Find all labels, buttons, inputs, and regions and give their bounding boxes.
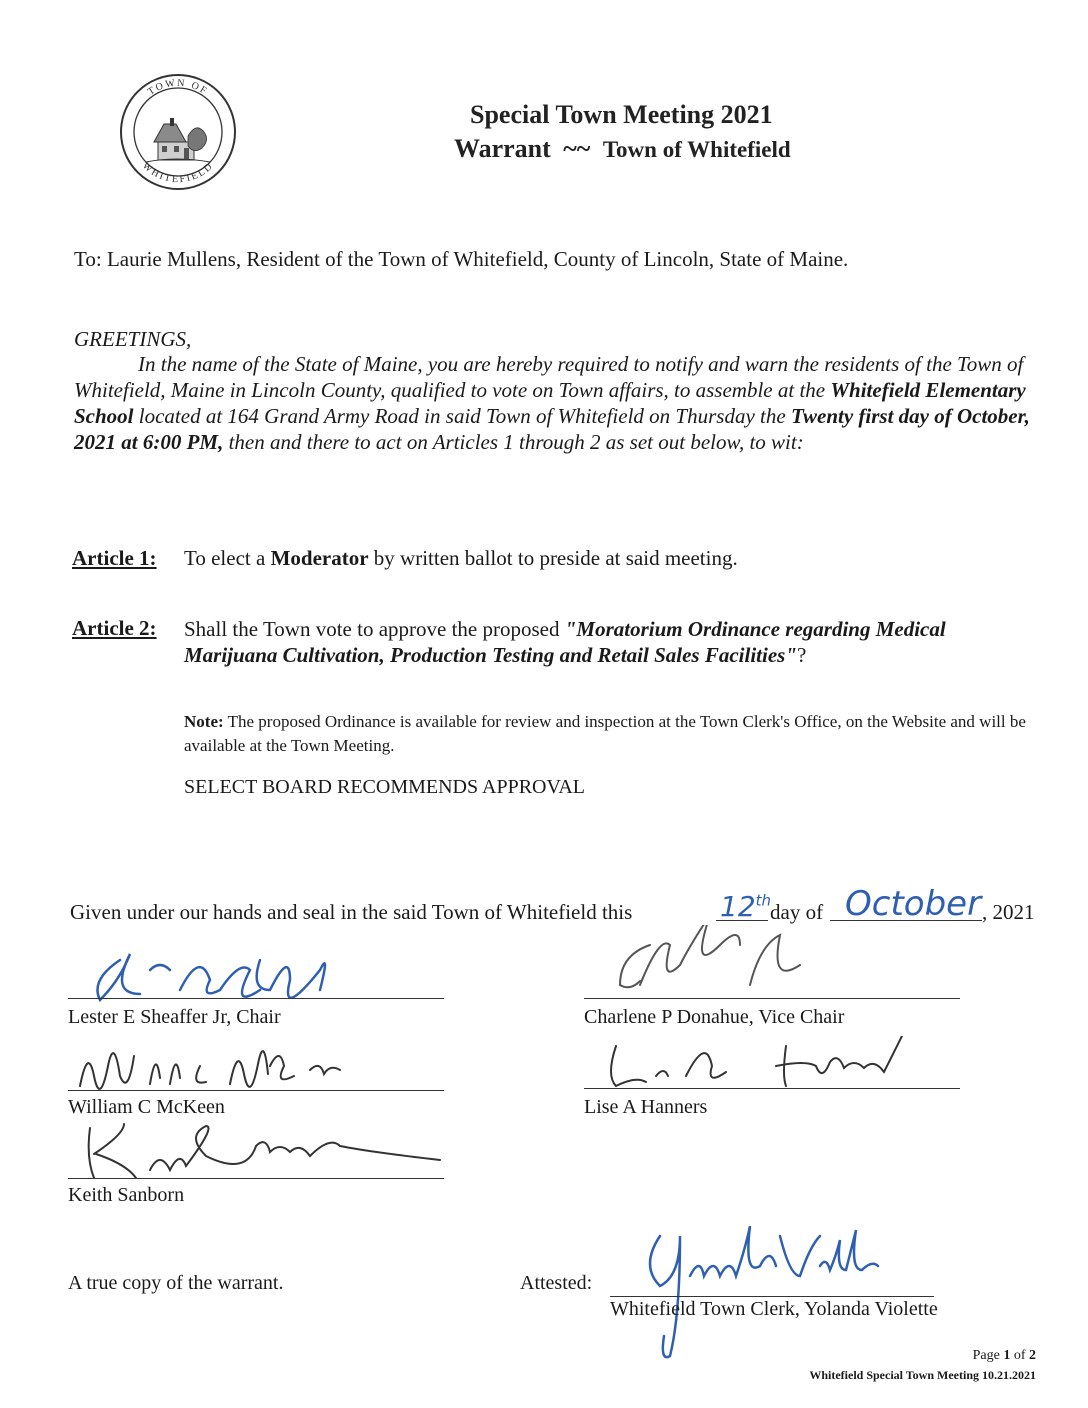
article-2-text-c: ? [797, 643, 807, 667]
addressee-line: To: Laurie Mullens, Resident of the Town of Whitefield, County of Lincoln, State of Maine. [74, 247, 849, 271]
intro-part-3: then and there to act on Articles 1 through 2 as set out below, to wit: [223, 430, 804, 454]
subtitle-separator: ~~ [563, 134, 591, 163]
signature-line-1 [68, 998, 444, 999]
signature-line-5 [68, 1178, 444, 1179]
greetings-heading: GREETINGS, [74, 327, 192, 351]
article-2-ordinance-title: "Moratorium Ordinance regarding Medical Marijuana Cultivation, Production Testing and Retail Sales Facilities" [184, 617, 946, 667]
signature-william-mckeen [70, 1036, 380, 1094]
signature-lise-hanners [596, 1036, 916, 1090]
subtitle-warrant: Warrant [454, 134, 551, 163]
signatory-name-4: Lise A Hanners [584, 1096, 708, 1118]
note-label: Note: [184, 712, 224, 731]
svg-text:WHITEFIELD: WHITEFIELD [140, 160, 216, 186]
given-text-c: , 2021 [982, 900, 1035, 924]
article-1-moderator: Moderator [270, 546, 369, 570]
town-seal-logo [118, 72, 238, 192]
attest-signature-line [610, 1296, 934, 1297]
intro-datetime: Twenty first day of October, 2021 at 6:00 PM, [74, 404, 1030, 454]
signature-lester-sheaffer [80, 930, 350, 1002]
signatory-name-5: Keith Sanborn [68, 1184, 185, 1206]
signatory-name-1: Lester E Sheaffer Jr, Chair [68, 1006, 281, 1028]
note-text: The proposed Ordinance is available for review and inspection at the Town Clerk's Office, on the Website and will be available at the Town Meeting. [184, 712, 1026, 755]
signature-keith-sanborn [70, 1120, 470, 1184]
given-statement [70, 900, 632, 925]
article-1-text-a: To elect a [184, 546, 271, 570]
article-2-text-a: Shall the Town vote to approve the proposed [184, 617, 565, 641]
signatory-name-3: William C McKeen [68, 1096, 225, 1118]
intro-school: Whitefield Elementary School [74, 378, 1026, 428]
article-1-text-c: by written ballot to preside at said meeting. [368, 546, 738, 570]
article-2-label: Article 2: [72, 616, 157, 640]
board-recommendation: SELECT BOARD RECOMMENDS APPROVAL [184, 776, 586, 798]
true-copy-statement: A true copy of the warrant. [68, 1272, 284, 1294]
subtitle-town: Town of Whitefield [602, 137, 791, 162]
town-clerk-name: Whitefield Town Clerk, Yolanda Violette [610, 1298, 938, 1320]
svg-text:TOWN OF: TOWN OF [146, 77, 210, 98]
warrant-intro-paragraph [74, 351, 1044, 455]
handwritten-month: October [845, 884, 982, 924]
signature-line-2 [584, 998, 960, 999]
handwritten-day: 12th [720, 890, 772, 923]
signature-line-4 [584, 1088, 960, 1089]
article-2-text [184, 616, 1034, 668]
signature-line-3 [68, 1090, 444, 1091]
attested-label: Attested: [520, 1272, 593, 1294]
page-number: Page 1 of 2 [972, 1348, 1036, 1363]
given-text-b: day of [770, 900, 824, 924]
page-title: Special Town Meeting 2021 [470, 100, 773, 129]
article-1-text [184, 546, 738, 571]
signatory-name-2: Charlene P Donahue, Vice Chair [584, 1006, 845, 1028]
signature-charlene-donahue [600, 925, 840, 997]
page-subtitle [454, 134, 791, 164]
article-1-label: Article 1: [72, 546, 157, 570]
given-text-a: Given under our hands and seal in the said Town of Whitefield this [70, 900, 633, 924]
intro-part-1: In the name of the State of Maine, you are hereby required to notify and warn the residents of the Town of Whitefield, Maine in Lincoln County, qualified to vote on Town affairs, to assemble at the [74, 352, 1024, 402]
article-2-note [184, 710, 1034, 758]
document-reference: Whitefield Special Town Meeting 10.21.2021 [809, 1368, 1036, 1382]
intro-part-2: located at 164 Grand Army Road in said Town of Whitefield on Thursday the [133, 404, 791, 428]
